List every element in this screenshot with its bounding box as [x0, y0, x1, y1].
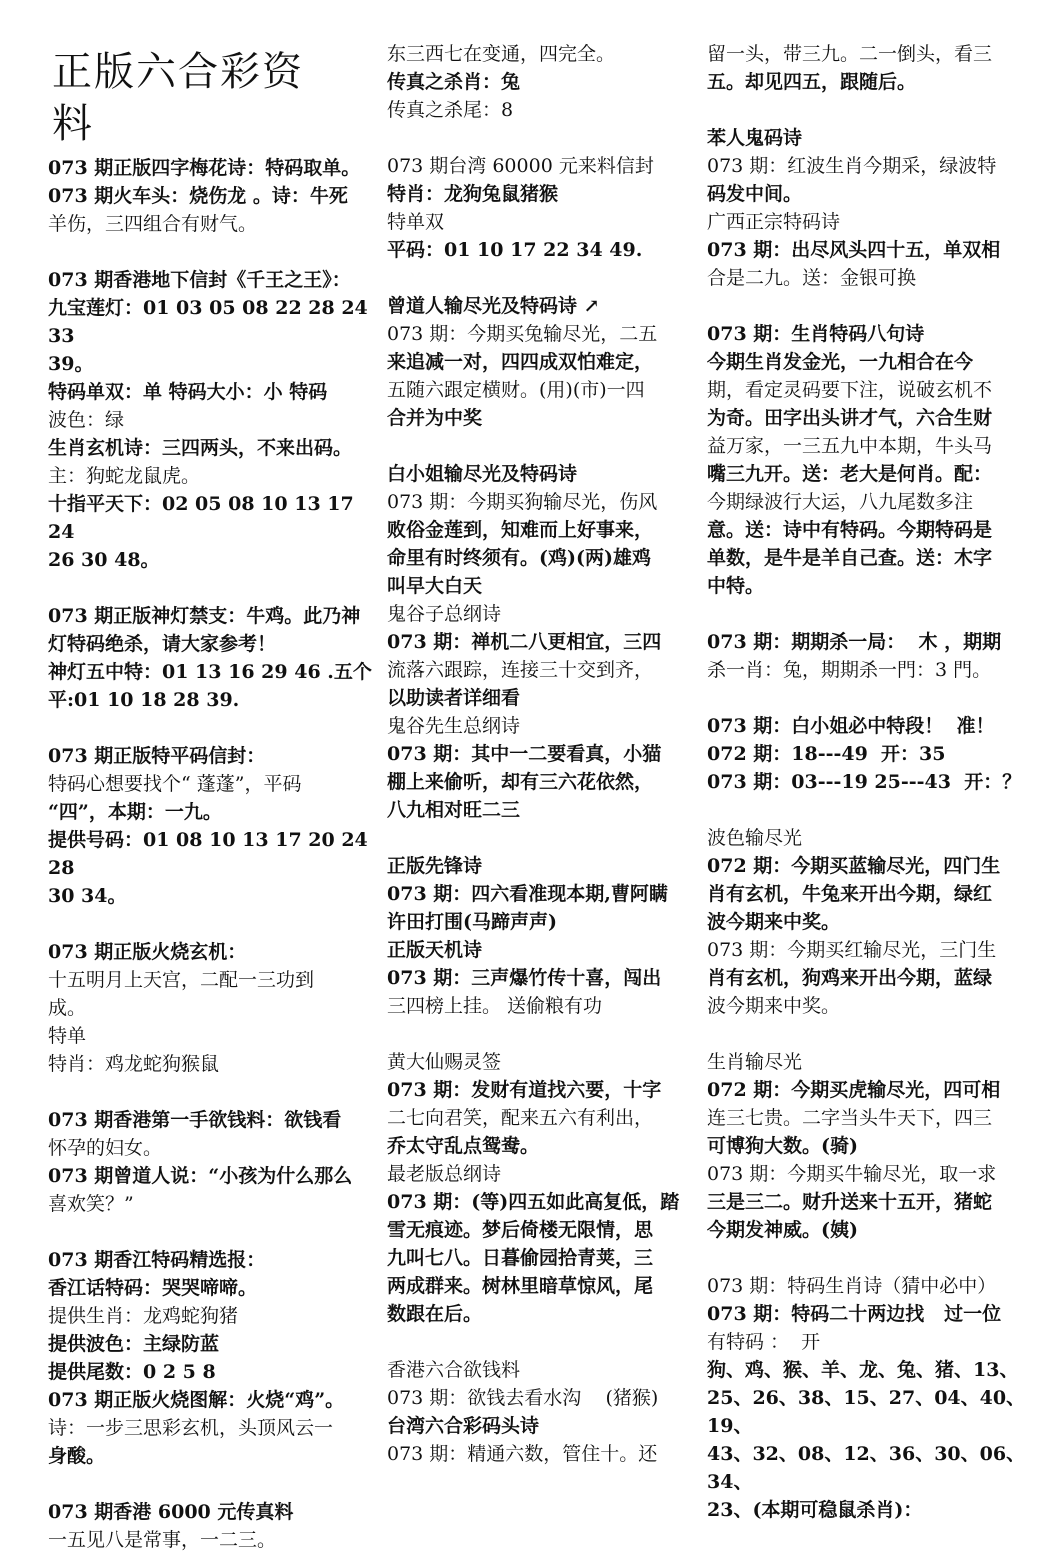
text-line: 来追减一对，四四成双怕难定， [387, 351, 654, 373]
section-gap [387, 264, 692, 292]
text-line: 072 期：18---49 开：35 [707, 743, 946, 765]
text-line: 今期生肖发金光，一九相合在今 [707, 351, 974, 373]
text-line: 诗：一步三思彩玄机，头顶风云一 [48, 1417, 334, 1439]
text-line: 香江话特码：哭哭啼啼。 [48, 1277, 258, 1299]
text-line: 正版天机诗 [387, 939, 483, 961]
section-gap [707, 796, 1029, 824]
text-line: 073 期：今期买狗输尽光，伤风 [387, 491, 658, 513]
text-line: 棚上来偷听，却有三六花依然， [387, 771, 654, 793]
column-middle [387, 40, 692, 1468]
section-gap [48, 1470, 373, 1498]
text-line: 提供波色：主绿防蓝 [48, 1333, 220, 1355]
text-line: 杀一肖：兔，期期杀一門：3 門。 [707, 659, 992, 681]
text-line: 合是二九。送：金银可换 [707, 267, 917, 289]
text-line: 073 期：禅机二八更相宜，三四 [387, 631, 662, 653]
column-right [707, 40, 1029, 1524]
text-line: 十五明月上天宫，二配一三功到 [48, 969, 315, 991]
text-line: 鬼谷子总纲诗 [387, 603, 502, 625]
text-line: 073 期：三声爆竹传十喜，闯出 [387, 967, 662, 989]
text-line: 叫早大白天 [387, 575, 483, 597]
text-line: “四”，本期：一九。 [48, 801, 222, 823]
text-line: 成。 [48, 997, 87, 1019]
text-line: 败俗金莲到，知难而上好事来， [387, 519, 654, 541]
text-line: 益万家，一三五九中本期，牛头马 [707, 435, 993, 457]
text-line: 东三西七在变通，四完全。 [387, 43, 616, 65]
text-line: 正版先锋诗 [387, 855, 483, 877]
text-line: 073 期：白小姐必中特段！ 准！ [707, 715, 995, 737]
text-line: 香港六合欲钱料 [387, 1359, 521, 1381]
text-line: 一五见八是常事，一二三。 [48, 1529, 277, 1551]
column-left [48, 38, 373, 1554]
text-line: 身酸。 [48, 1445, 106, 1467]
text-line: 特肖：鸡龙蛇狗猴鼠 [48, 1053, 220, 1075]
text-line: 两成群来。树林里暗草惊风，尾 [387, 1275, 654, 1297]
text-line: 主：狗蛇龙鼠虎。 [48, 465, 201, 487]
section-gap [48, 910, 373, 938]
text-line: 台湾六合彩码头诗 [387, 1415, 540, 1437]
text-line: 合并为中奖 [387, 407, 483, 429]
text-line: 073 期：出尽风头四十五，单双相 [707, 239, 1001, 261]
text-line: 073 期正版特平码信封： [48, 745, 266, 767]
page-title-tail: 料 [52, 101, 92, 147]
text-line: 十指平天下：02 05 08 10 13 17 24 [48, 493, 361, 543]
text-line: 三是三二。财升送来十五开，猪蛇 [707, 1191, 993, 1213]
text-line: 意。送：诗中有特码。今期特码是 [707, 519, 993, 541]
text-line: 特码单双：单 特码大小：小 特码 [48, 381, 328, 403]
text-line: 今期发神威。(姨) [707, 1219, 858, 1241]
text-line: 嘴三九开。送：老大是何肖。配： [707, 463, 993, 485]
text-line: 073 期：生肖特码八句诗 [707, 323, 925, 345]
text-line: 鬼谷先生总纲诗 [387, 715, 521, 737]
text-line: 073 期香江特码精选报： [48, 1249, 266, 1271]
text-line: 曾道人输尽光及特码诗 ↗ [387, 295, 600, 317]
section-gap [707, 600, 1029, 628]
text-line: 平码：01 10 17 22 34 49. [387, 239, 643, 261]
text-line: 喜欢笑？” [48, 1193, 134, 1215]
text-line: 二七向君笑，配来五六有利出， [387, 1107, 654, 1129]
text-line: 灯特码绝杀，请大家参考！ [48, 633, 277, 655]
text-line: 肖有玄机，狗鸡来开出今期，蓝绿 [707, 967, 993, 989]
text-line: 神灯五中特：01 13 16 29 46 .五个 [48, 661, 372, 683]
text-line: 命里有时终须有。(鸡)(两)雄鸡 [387, 547, 651, 569]
text-line: 提供生肖：龙鸡蛇狗猪 [48, 1305, 239, 1327]
text-line: 苯人鬼码诗 [707, 127, 803, 149]
section-gap [387, 1328, 692, 1356]
text-line: 五。却见四五，跟随后。 [707, 71, 917, 93]
text-line: 073 期：特码生肖诗（猜中必中） [707, 1275, 997, 1297]
text-line: 传真之杀肖：兔 [387, 71, 521, 93]
page-title: 正版六合彩资 [52, 49, 304, 95]
text-line: 连三七贵。二字当头牛天下，四三 [707, 1107, 993, 1129]
text-line: 传真之杀尾：8 [387, 99, 514, 121]
text-line: 单数，是牛是羊自己查。送：木字 [707, 547, 993, 569]
text-line: 可博狗大数。(骑) [707, 1135, 858, 1157]
section-gap [48, 574, 373, 602]
text-line: 073 期：特码二十两边找 过一位 [707, 1303, 1002, 1325]
text-line: 073 期香港 6000 元传真料 [48, 1501, 294, 1523]
section-gap [707, 684, 1029, 712]
text-line: 073 期：发财有道找六要，十字 [387, 1079, 662, 1101]
text-line: 073 期正版火烧玄机： [48, 941, 247, 963]
section-gap [387, 1020, 692, 1048]
text-line: 提供号码：01 08 10 13 17 20 24 28 [48, 829, 375, 879]
text-line: 073 期：03---19 25---43 开：？ [707, 771, 1022, 793]
text-line: 流落六跟踪，连接三十交到齐， [387, 659, 654, 681]
section-gap [48, 1218, 373, 1246]
text-line: 波今期来中奖。 [707, 911, 841, 933]
text-line: 怀孕的妇女。 [48, 1137, 163, 1159]
text-line: 073 期香港第一手欲钱料：欲钱看 [48, 1109, 342, 1131]
column-left-body [48, 154, 373, 1554]
text-line: 羊伤，三四组合有财气。 [48, 213, 258, 235]
section-gap [707, 1244, 1029, 1272]
text-line: 073 期：红波生肖今期采，绿波特 [707, 155, 997, 177]
section-gap [387, 124, 692, 152]
text-line: 波色输尽光 [707, 827, 803, 849]
text-line: 073 期：期期杀一局： 木 ，期期 [707, 631, 1002, 653]
text-line: 留一头，带三九。二一倒头，看三 [707, 43, 993, 65]
text-line: 073 期：今期买兔输尽光，二五 [387, 323, 658, 345]
text-line: 肖有玄机，牛兔来开出今期，绿红 [707, 883, 993, 905]
section-gap [48, 238, 373, 266]
text-line: 23、(本期可稳鼠杀肖)： [707, 1499, 923, 1521]
text-line: 特单双 [387, 211, 445, 233]
text-line: 073 期正版火烧图解：火烧“鸡”。 [48, 1389, 345, 1411]
text-line: 26 30 48。 [48, 549, 160, 571]
text-line: 狗、鸡、猴、羊、龙、兔、猪、13、 [707, 1359, 1019, 1381]
section-gap [48, 1078, 373, 1106]
text-line: 073 期曾道人说：“小孩为什么那么 [48, 1165, 353, 1187]
text-line: 乔太守乱点鸳鸯。 [387, 1135, 540, 1157]
section-gap [707, 1020, 1029, 1048]
text-line: 广西正宗特码诗 [707, 211, 841, 233]
text-line: 九叫七八。日暮偷园拾青荚，三 [387, 1247, 654, 1269]
text-line: 雪无痕迹。梦后倚楼无限情，思 [387, 1219, 654, 1241]
section-gap [387, 432, 692, 460]
text-line: 特单 [48, 1025, 87, 1047]
text-line: 43、32、08、12、36、30、06、34、 [707, 1443, 1026, 1493]
text-line: 072 期：今期买蓝输尽光，四门生 [707, 855, 1001, 877]
text-line: 073 期正版神灯禁支：牛鸡。此乃神 [48, 605, 361, 627]
section-gap [707, 96, 1029, 124]
text-line: 波色：绿 [48, 409, 125, 431]
text-line: 今期绿波行大运，八九尾数多注 [707, 491, 974, 513]
text-line: 073 期火车头：烧伤龙 。诗：牛死 [48, 185, 348, 207]
text-line: 黄大仙赐灵签 [387, 1051, 502, 1073]
text-line: 许田打围(马蹄声声) [387, 911, 557, 933]
text-line: 为奇。田字出头讲才气，六合生财 [707, 407, 993, 429]
text-line: 073 期：精通六数，管住十。还 [387, 1443, 658, 1465]
section-gap [48, 714, 373, 742]
text-line: 生肖玄机诗：三四两头，不来出码。 [48, 437, 353, 459]
text-line: 073 期：今期买牛输尽光，取一求 [707, 1163, 997, 1185]
text-line: 073 期：其中一二要看真，小猫 [387, 743, 662, 765]
text-line: 072 期：今期买虎输尽光，四可相 [707, 1079, 1001, 1101]
text-line: 有特码 ： 开 [707, 1331, 821, 1353]
text-line: 生肖输尽光 [707, 1051, 803, 1073]
text-line: 特码心想要找个“ 蓬蓬”，平码 [48, 773, 302, 795]
text-line: 期，看定灵码要下注，说破玄机不 [707, 379, 993, 401]
text-line: 九宝莲灯：01 03 05 08 22 28 24 33 [48, 297, 375, 347]
text-line: 波今期来中奖。 [707, 995, 841, 1017]
text-line: 39。 [48, 353, 94, 375]
text-line: 五随六跟定横财。(用)(市)一四 [387, 379, 645, 401]
text-line: 073 期香港地下信封《千王之王》： [48, 269, 351, 291]
text-line: 数跟在后。 [387, 1303, 483, 1325]
text-line: 平:01 10 18 28 39. [48, 689, 240, 711]
text-line: 最老版总纲诗 [387, 1163, 502, 1185]
text-line: 白小姐输尽光及特码诗 [387, 463, 578, 485]
section-gap [707, 292, 1029, 320]
text-line: 中特。 [707, 575, 765, 597]
text-line: 八九相对旺二三 [387, 799, 521, 821]
section-gap [387, 824, 692, 852]
text-line: 073 期：四六看准现本期,曹阿瞒 [387, 883, 668, 905]
text-line: 以助读者详细看 [387, 687, 521, 709]
text-line: 提供尾数：0 2 5 8 [48, 1361, 216, 1383]
text-line: 特肖：龙狗兔鼠猪猴 [387, 183, 559, 205]
text-line: 073 期台湾 60000 元来料信封 [387, 155, 654, 177]
text-line: 073 期：(等)四五如此高复低，踏 [387, 1191, 680, 1213]
text-line: 三四榜上挂。 送偷粮有功 [387, 995, 603, 1017]
text-line: 073 期：今期买红输尽光，三门生 [707, 939, 997, 961]
text-line: 073 期：欲钱去看水沟 (猪猴) [387, 1387, 659, 1409]
text-line: 码发中间。 [707, 183, 803, 205]
text-line: 30 34。 [48, 885, 127, 907]
text-line: 073 期正版四字梅花诗：特码取单。 [48, 157, 361, 179]
text-line: 25、26、38、15、27、04、40、19、 [707, 1387, 1026, 1437]
